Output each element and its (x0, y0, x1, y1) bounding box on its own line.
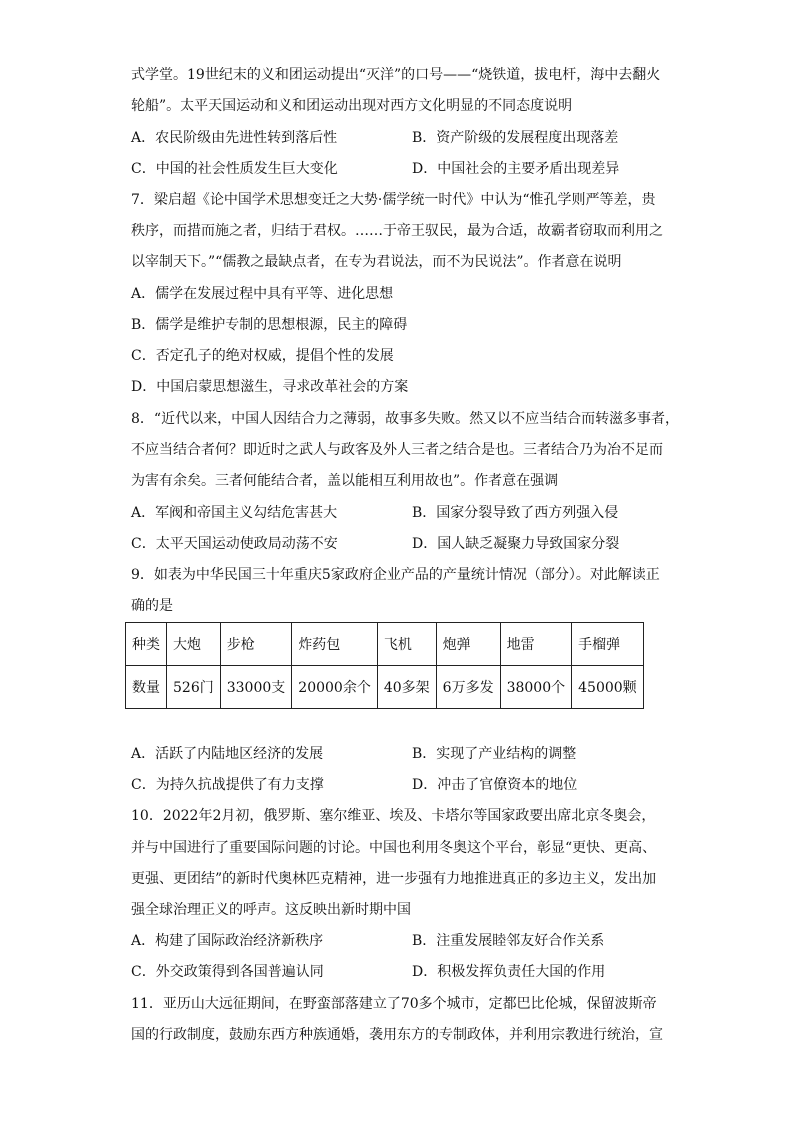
table-cell: 步枪 (220, 623, 292, 666)
q10-option-a[interactable]: A．构建了国际政治经济新秩序 (131, 933, 324, 949)
table-cell: 40多架 (377, 666, 436, 709)
table-cell: 炮弹 (436, 623, 500, 666)
q10-option-b[interactable]: B．注重发展睦邻友好合作关系 (412, 933, 605, 949)
q8-option-b[interactable]: B．国家分裂导致了西方列强入侵 (412, 505, 619, 521)
q9-line-1: 9．如表为中华民国三十年重庆5家政府企业产品的产量统计情况（部分）。对此解读正 (131, 567, 660, 583)
table-cell: 数量 (126, 666, 167, 709)
table-header-row (126, 623, 644, 666)
table-row (126, 666, 644, 709)
table-cell: 炸药包 (292, 623, 378, 666)
q7-line-1: 7．梁启超《论中国学术思想变迁之大势·儒学统一时代》中认为“惟孔学则严等差，贵 (131, 192, 656, 208)
q8-option-d[interactable]: D．国人缺乏凝聚力导致国家分裂 (412, 536, 620, 552)
table-cell: 45000颗 (572, 666, 644, 709)
q6-line-2: 轮船”。太平天国运动和义和团运动出现对西方文化明显的不同态度说明 (131, 98, 573, 114)
q7-line-3: 以宰制天下。”“儒教之最缺点者，在专为君说法，而不为民说法”。作者意在说明 (131, 254, 622, 270)
table-cell: 38000个 (500, 666, 572, 709)
production-table (125, 622, 644, 709)
q10-option-d[interactable]: D．积极发挥负责任大国的作用 (412, 964, 606, 980)
q8-line-3: 为害有余矣。三者何能结合者，盖以能相互利用故也”。作者意在强调 (131, 473, 559, 489)
q7-option-d[interactable]: D．中国启蒙思想滋生，寻求改革社会的方案 (131, 379, 409, 395)
q10-option-c[interactable]: C．外交政策得到各国普遍认同 (131, 964, 324, 980)
table-cell: 大炮 (167, 623, 221, 666)
table-cell: 33000支 (220, 666, 292, 709)
q8-option-a[interactable]: A．军阀和帝国主义勾结危害甚大 (131, 505, 338, 521)
q6-option-c[interactable]: C．中国的社会性质发生巨大变化 (131, 161, 338, 177)
q6-line-1: 式学堂。19世纪末的义和团运动提出“灭洋”的口号——“烧铁道，拔电杆，海中去翻火 (131, 67, 661, 83)
q9-option-b[interactable]: B．实现了产业结构的调整 (412, 746, 577, 762)
q6-option-b[interactable]: B．资产阶级的发展程度出现落差 (412, 130, 619, 146)
q10-line-4: 强全球治理正义的呼声。这反映出新时期中国 (131, 902, 411, 918)
q10-line-1: 10．2022年2月初，俄罗斯、塞尔维亚、埃及、卡塔尔等国家政要出席北京冬奥会， (131, 808, 656, 824)
q9-option-a[interactable]: A．活跃了内陆地区经济的发展 (131, 746, 324, 762)
q10-line-2: 并与中国进行了重要国际问题的讨论。中国也利用冬奥这个平台，彰显“更快、更高、 (131, 840, 657, 856)
table-cell: 飞机 (377, 623, 436, 666)
q6-option-d[interactable]: D．中国社会的主要矛盾出现差异 (412, 161, 620, 177)
table-cell: 6万多发 (436, 666, 500, 709)
q8-line-2: 不应当结合者何？即近时之武人与政客及外人三者之结合是也。三者结合乃为冶不足而 (131, 442, 663, 458)
table-cell: 526门 (167, 666, 221, 709)
q11-line-2: 国的行政制度，鼓励东西方种族通婚，袭用东方的专制政体，并利用宗教进行统治，宣 (131, 1027, 663, 1043)
q10-line-3: 更强、更团结”的新时代奥林匹克精神，进一步强有力地推进真正的多边主义，发出加 (131, 871, 657, 887)
q8-option-c[interactable]: C．太平天国运动使政局动荡不安 (131, 536, 338, 552)
q7-line-2: 秩序，而措而施之者，归结于君权。……于帝王驭民，最为合适，故霸者窃取而利用之 (131, 223, 663, 239)
q7-option-c[interactable]: C．否定孔子的绝对权威，提倡个性的发展 (131, 348, 394, 364)
table-cell: 地雷 (500, 623, 572, 666)
q7-option-a[interactable]: A．儒学在发展过程中具有平等、进化思想 (131, 286, 394, 302)
table-cell: 手榴弹 (572, 623, 644, 666)
q9-line-2: 确的是 (131, 598, 173, 614)
q9-option-d[interactable]: D．冲击了官僚资本的地位 (412, 777, 578, 793)
q9-option-c[interactable]: C．为持久抗战提供了有力支撑 (131, 777, 324, 793)
q6-option-a[interactable]: A．农民阶级由先进性转到落后性 (131, 130, 338, 146)
q8-line-1: 8．“近代以来，中国人因结合力之薄弱，故事多失败。然又以不应当结合而转滋多事者， (131, 411, 680, 427)
q11-line-1: 11．亚历山大远征期间，在野蛮部落建立了70多个城市，定都巴比伦城，保留波斯帝 (131, 996, 657, 1012)
table-cell: 20000余个 (292, 666, 378, 709)
table-cell: 种类 (126, 623, 167, 666)
q7-option-b[interactable]: B．儒学是维护专制的思想根源，民主的障碍 (131, 317, 408, 333)
